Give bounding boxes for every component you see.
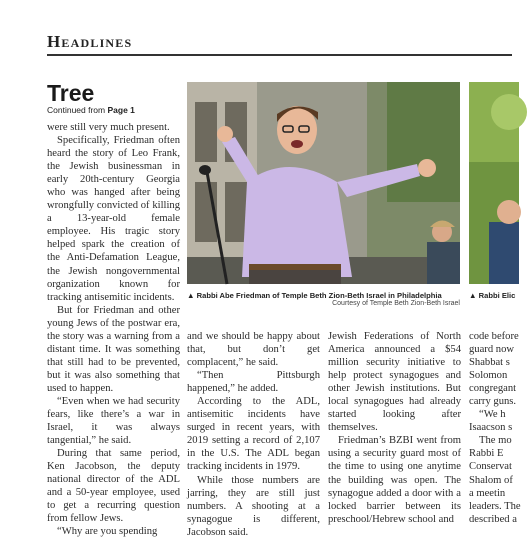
line: Isaacson s xyxy=(469,422,513,434)
article-column-1 xyxy=(47,121,180,539)
paragraph: “Then Pittsburgh happened,” he added. xyxy=(187,370,320,395)
line: guard now xyxy=(469,344,515,356)
second-photo xyxy=(469,82,519,284)
paragraph: But for Friedman and other young Jews of the postwar era, the story was a warning from a distant time. It was something that still had to be prevented, but it was also something that used to happen. xyxy=(47,304,180,394)
second-photo-caption: ▲ Rabbi Elic xyxy=(469,291,516,300)
line: Shabbat s xyxy=(469,357,510,369)
paragraph: “Why are you spending xyxy=(57,526,158,538)
line: a meetin xyxy=(469,487,506,499)
section-rule xyxy=(47,54,512,56)
paragraph: Friedman’s BZBI went from using a security guard most of the time to using one anytime the building was open. The synagogue added a door with a locked barrier between its preschool/Hebrew school and xyxy=(328,435,461,525)
article-headline: Tree xyxy=(47,80,95,106)
continued-from xyxy=(47,105,135,115)
paragraph: While those numbers are jarring, they are still just numbers. A shooting at a synagogue is different, Jacobson said. xyxy=(187,474,320,538)
line: Shalom of xyxy=(469,474,513,486)
line: described a xyxy=(469,513,517,525)
paragraph: “Even when we had security fears, like there’s a war in Israel, it was always tangential,” he said. xyxy=(47,395,180,447)
line: code before xyxy=(469,331,519,342)
paragraph: Specifically, Friedman often heard the story of Leo Frank, the Jewish businessman in early 20th-century Georgia who was hanged after being wrongfully convicted of killing a 13-year-old female employee. His tragic story helped spark the creation of the Anti-Defamation League, the Jewish nongovernmental organization known for tracking antisemitic incidents. xyxy=(47,135,180,303)
paragraph: were still very much present. xyxy=(47,122,170,133)
photo-credit: Courtesy of Temple Beth Zion-Beth Israel xyxy=(332,300,460,307)
line: Conservat xyxy=(469,461,512,473)
line: “We h xyxy=(479,409,506,421)
line: Rabbi E xyxy=(469,448,504,460)
continued-prefix: Continued from xyxy=(47,105,108,115)
photo-caption: ▲ Rabbi Abe Friedman of Temple Beth Zion-Beth Israel in Philadelphia xyxy=(187,291,442,300)
section-label: Headlines xyxy=(47,32,133,51)
article-column-4-partial xyxy=(469,330,529,526)
paragraph: According to the ADL, antisemitic incidents have surged in recent years, with 2019 setting a record of 2,107 in the U.S. The ADL began tracking incidents in 1979. xyxy=(187,396,320,473)
continued-page-link[interactable]: Page 1 xyxy=(107,105,135,115)
paragraph: Jewish Federations of North America announced a $54 million security initiative to help protect synagogues and other Jewish institutions. But local synagogues had already started looking after themselves. xyxy=(328,331,461,434)
line: carry guns. xyxy=(469,396,517,408)
paragraph: and we should be happy about that, but don’t get complacent,” he said. xyxy=(187,331,320,369)
paragraph: During that same period, Ken Jacobson, the deputy national director of the ADL and a 50-year employee, used to get a recurring question from fellow Jews. xyxy=(47,448,180,525)
photo-illustration xyxy=(187,82,460,284)
line: congregant xyxy=(469,383,517,395)
article-column-3 xyxy=(328,330,461,526)
line: leaders. The xyxy=(469,500,521,512)
line: Solomon xyxy=(469,370,508,382)
rabbi-friedman-photo xyxy=(187,82,460,284)
article-column-2 xyxy=(187,330,320,539)
second-photo-illustration xyxy=(469,82,519,284)
line: The mo xyxy=(479,435,512,447)
